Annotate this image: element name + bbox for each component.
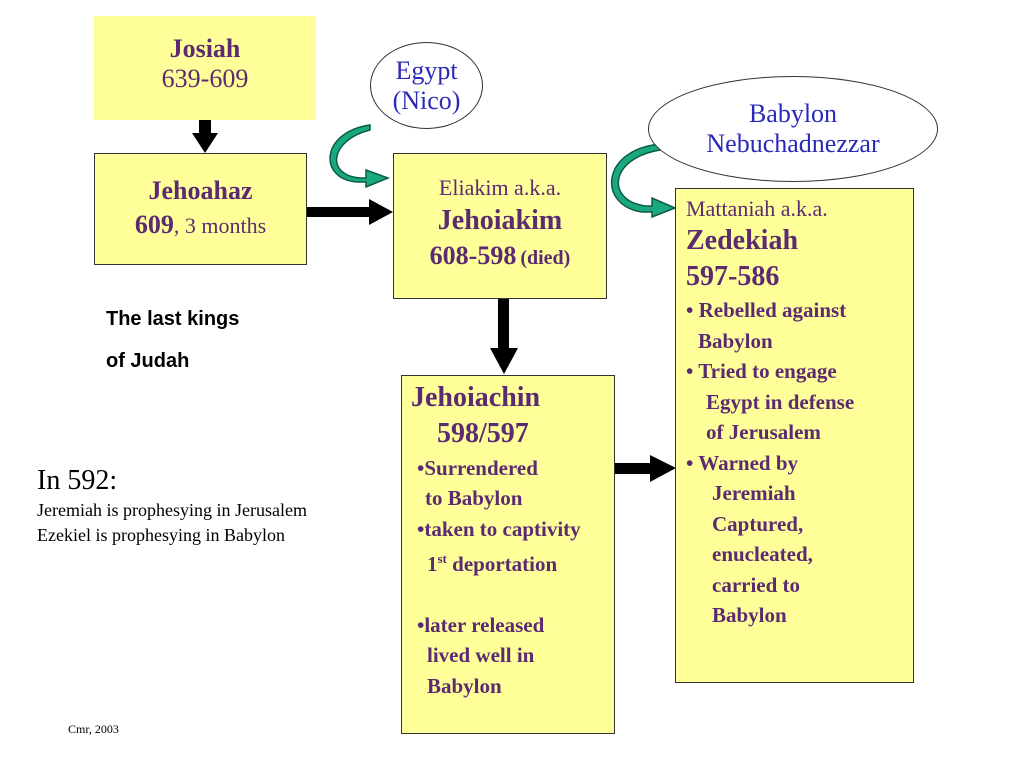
zedekiah-note: • Rebelled against	[686, 298, 847, 323]
note-heading: In 592:	[37, 465, 118, 496]
jehoiachin-note: •Surrendered	[417, 455, 538, 480]
arrow-jehoiakim-to-jehoiachin	[490, 298, 518, 374]
zedekiah-note: Babylon	[698, 328, 773, 353]
zedekiah-aka: Mattaniah a.k.a.	[686, 196, 828, 221]
jehoahaz-name: Jehoahaz	[148, 176, 253, 205]
arrow-josiah-to-jehoahaz	[192, 120, 218, 153]
egypt-ellipse	[370, 42, 483, 129]
jehoiachin-note: •taken to captivity	[417, 516, 581, 541]
jehoiachin-note: 1st deportation	[427, 551, 558, 577]
arrow-jehoiachin-to-zedekiah	[606, 455, 676, 482]
josiah-dates: 639-609	[161, 63, 249, 93]
jehoahaz-year: 609	[134, 209, 174, 239]
jehoahaz-box	[94, 153, 307, 265]
jehoiachin-note: Babylon	[427, 673, 502, 698]
zedekiah-note: carried to	[712, 572, 801, 597]
caption-line: of Judah	[106, 350, 190, 372]
jehoiakim-name: Jehoiakim	[437, 204, 563, 236]
jehoiachin-note: lived well in	[427, 643, 535, 668]
prophets-note	[37, 464, 307, 548]
jehoiachin-notes	[411, 453, 614, 702]
jehoiachin-note: •later released	[417, 612, 545, 637]
zedekiah-notes	[686, 295, 913, 631]
jehoahaz-duration: , 3 months	[173, 212, 267, 238]
jehoiakim-aka: Eliakim a.k.a.	[438, 175, 562, 200]
egypt-label: Egypt	[395, 55, 458, 85]
jehoiakim-box	[393, 153, 607, 299]
egypt-ruler: (Nico)	[392, 85, 461, 115]
josiah-name: Josiah	[169, 34, 241, 63]
babylon-ellipse	[648, 76, 938, 182]
jehoiakim-dates: 608-598	[429, 240, 517, 270]
zedekiah-note: enucleated,	[712, 542, 813, 567]
zedekiah-dates: 597-586	[686, 260, 780, 292]
babylon-ruler: Nebuchadnezzar	[706, 129, 880, 158]
jehoiakim-note: (died)	[520, 246, 571, 269]
curved-arrow-babylon	[612, 144, 675, 217]
spacer	[411, 580, 614, 610]
jehoiachin-name: Jehoiachin	[411, 382, 541, 413]
zedekiah-name: Zedekiah	[686, 224, 799, 256]
zedekiah-note: • Warned by	[686, 450, 798, 475]
babylon-label: Babylon	[748, 99, 838, 129]
zedekiah-note: Captured,	[712, 511, 804, 536]
zedekiah-note: Babylon	[712, 603, 787, 628]
zedekiah-note: Jeremiah	[712, 481, 796, 506]
curved-arrow-egypt	[330, 125, 388, 187]
jehoiachin-box	[401, 375, 615, 734]
caption-line: The last kings	[106, 308, 240, 330]
jehoiachin-dates: 598/597	[437, 418, 529, 450]
note-line: Jeremiah is prophesying in Jerusalem	[37, 500, 307, 520]
caption	[106, 298, 239, 382]
zedekiah-note: • Tried to engage	[686, 359, 837, 384]
jehoiachin-note: to Babylon	[425, 486, 523, 511]
arrow-jehoahaz-to-jehoiakim	[307, 199, 393, 225]
josiah-box	[94, 16, 316, 120]
note-line: Ezekiel is prophesying in Babylon	[37, 525, 285, 545]
zedekiah-note: Egypt in defense	[706, 389, 855, 414]
zedekiah-note: of Jerusalem	[706, 420, 821, 445]
footer-credit: Cmr, 2003	[68, 722, 119, 736]
zedekiah-box	[675, 188, 914, 683]
